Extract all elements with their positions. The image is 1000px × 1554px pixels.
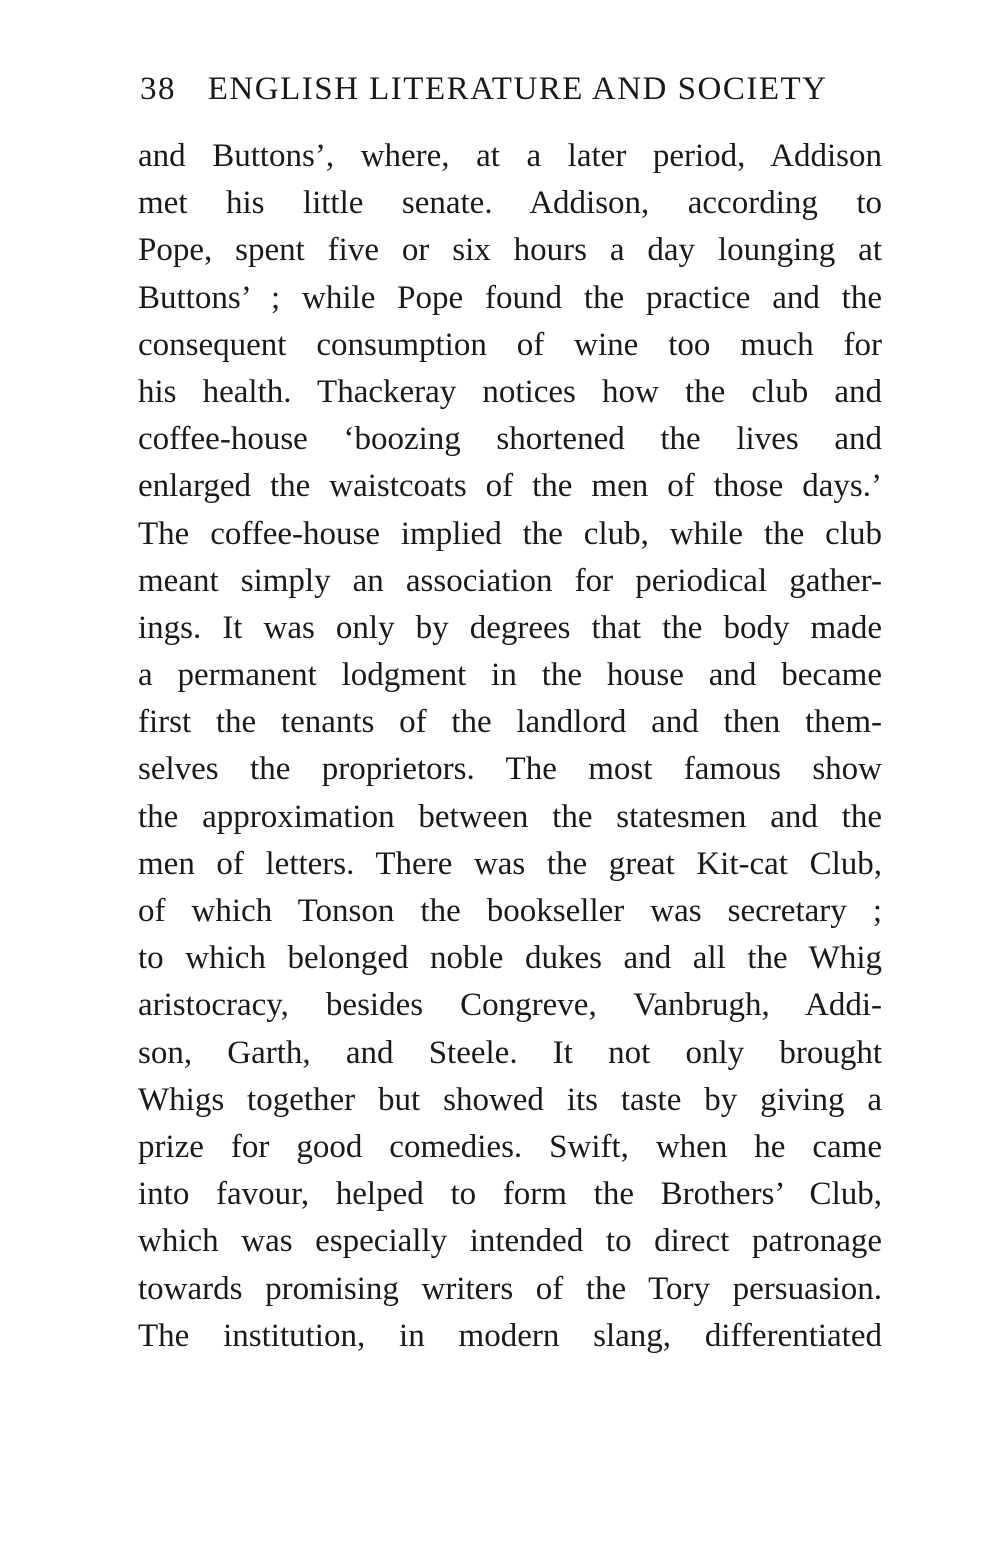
text-line: and Buttons’, where, at a later period, Addison bbox=[138, 138, 882, 174]
text-line: his health. Thackeray notices how the club and bbox=[138, 373, 882, 410]
text-line: consequent consumption of wine too much for bbox=[138, 326, 882, 363]
running-title: ENGLISH LITERATURE AND SOCIETY bbox=[207, 71, 828, 107]
text-line: which was especially intended to direct patronage bbox=[138, 1223, 882, 1260]
text-line: Pope, spent five or six hours a day lounging at bbox=[138, 232, 882, 269]
text-line: aristocracy, besides Congreve, Vanbrugh, Addi- bbox=[138, 987, 882, 1024]
text-line: meant simply an association for periodical gather- bbox=[138, 562, 882, 599]
text-line: towards promising writers of the Tory persuasion. bbox=[138, 1270, 882, 1307]
text-line: son, Garth, and Steele. It not only brought bbox=[138, 1034, 882, 1071]
text-line: ings. It was only by degrees that the body made bbox=[138, 609, 882, 646]
page-number: 38 bbox=[140, 71, 176, 107]
text-line: The institution, in modern slang, differentiated bbox=[138, 1317, 882, 1354]
text-line: coffee-house ‘boozing shortened the lives and bbox=[138, 421, 882, 458]
running-header bbox=[140, 64, 880, 114]
text-line: first the tenants of the landlord and then them- bbox=[138, 704, 882, 741]
text-line: met his little senate. Addison, according to bbox=[138, 185, 882, 222]
text-line: Buttons’ ; while Pope found the practice and the bbox=[138, 279, 882, 316]
body-text bbox=[138, 133, 882, 1360]
text-line: into favour, helped to form the Brothers’ Club, bbox=[138, 1176, 882, 1213]
text-line: the approximation between the statesmen and the bbox=[138, 798, 882, 835]
text-line: men of letters. There was the great Kit-cat Club, bbox=[138, 845, 882, 882]
text-line: prize for good comedies. Swift, when he came bbox=[138, 1128, 882, 1165]
text-line: Whigs together but showed its taste by giving a bbox=[138, 1081, 882, 1118]
text-line: a permanent lodgment in the house and became bbox=[138, 657, 882, 694]
text-line: The coffee-house implied the club, while the club bbox=[138, 515, 882, 552]
text-line: enlarged the waistcoats of the men of those days.’ bbox=[138, 468, 882, 505]
text-line: selves the proprietors. The most famous show bbox=[138, 751, 882, 788]
text-line: of which Tonson the bookseller was secretary ; bbox=[138, 893, 882, 929]
text-line: to which belonged noble dukes and all the Whig bbox=[138, 940, 882, 977]
